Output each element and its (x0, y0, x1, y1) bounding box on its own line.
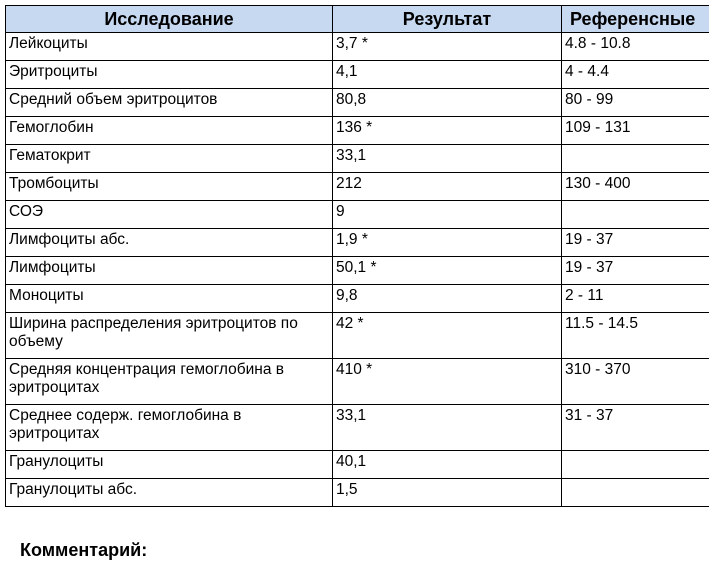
result-value: 1,5 (333, 479, 562, 507)
table-header-row (6, 6, 709, 33)
study-name: Среднее содерж. гемоглобина в эритроцитах (6, 405, 333, 451)
table-row (6, 479, 709, 507)
table-row (6, 313, 709, 359)
table-row (6, 145, 709, 173)
table-row (6, 229, 709, 257)
study-name: Средняя концентрация гемоглобина в эритроцитах (6, 359, 333, 405)
result-value: 212 (333, 173, 562, 201)
header-study: Исследование (6, 6, 333, 33)
table-row (6, 451, 709, 479)
table-row (6, 61, 709, 89)
result-value: 40,1 (333, 451, 562, 479)
reference-range: 2 - 11 (562, 285, 709, 313)
reference-range: 4 - 4.4 (562, 61, 709, 89)
study-name: Тромбоциты (6, 173, 333, 201)
reference-range: 80 - 99 (562, 89, 709, 117)
result-value: 42 * (333, 313, 562, 359)
table-row (6, 359, 709, 405)
study-name: Лимфоциты (6, 257, 333, 285)
study-name: Гематокрит (6, 145, 333, 173)
study-name: Гемоглобин (6, 117, 333, 145)
header-reference: Референсные (562, 6, 709, 33)
study-name: Эритроциты (6, 61, 333, 89)
table-row (6, 33, 709, 61)
table-row (6, 117, 709, 145)
result-value: 50,1 * (333, 257, 562, 285)
reference-range: 19 - 37 (562, 257, 709, 285)
table-row (6, 285, 709, 313)
reference-range: 310 - 370 (562, 359, 709, 405)
reference-range: 4.8 - 10.8 (562, 33, 709, 61)
result-value: 9 (333, 201, 562, 229)
reference-range (562, 145, 709, 173)
reference-range (562, 479, 709, 507)
study-name: Ширина распределения эритроцитов по объему (6, 313, 333, 359)
result-value: 9,8 (333, 285, 562, 313)
result-value: 1,9 * (333, 229, 562, 257)
result-value: 33,1 (333, 405, 562, 451)
study-name: Лейкоциты (6, 33, 333, 61)
reference-range: 31 - 37 (562, 405, 709, 451)
result-value: 4,1 (333, 61, 562, 89)
result-value: 80,8 (333, 89, 562, 117)
table-row (6, 257, 709, 285)
reference-range (562, 451, 709, 479)
result-value: 3,7 * (333, 33, 562, 61)
study-name: Моноциты (6, 285, 333, 313)
result-value: 33,1 (333, 145, 562, 173)
table-row (6, 89, 709, 117)
reference-range: 19 - 37 (562, 229, 709, 257)
reference-range: 109 - 131 (562, 117, 709, 145)
table-row (6, 201, 709, 229)
header-result: Результат (333, 6, 562, 33)
lab-results-table (5, 5, 709, 507)
result-value: 136 * (333, 117, 562, 145)
results-table-wrapper (5, 5, 709, 507)
study-name: Лимфоциты абс. (6, 229, 333, 257)
reference-range: 130 - 400 (562, 173, 709, 201)
study-name: Гранулоциты (6, 451, 333, 479)
table-row (6, 405, 709, 451)
table-row (6, 173, 709, 201)
result-value: 410 * (333, 359, 562, 405)
study-name: СОЭ (6, 201, 333, 229)
study-name: Гранулоциты абс. (6, 479, 333, 507)
reference-range (562, 201, 709, 229)
reference-range: 11.5 - 14.5 (562, 313, 709, 359)
study-name: Средний объем эритроцитов (6, 89, 333, 117)
comment-label: Комментарий: (20, 540, 147, 561)
